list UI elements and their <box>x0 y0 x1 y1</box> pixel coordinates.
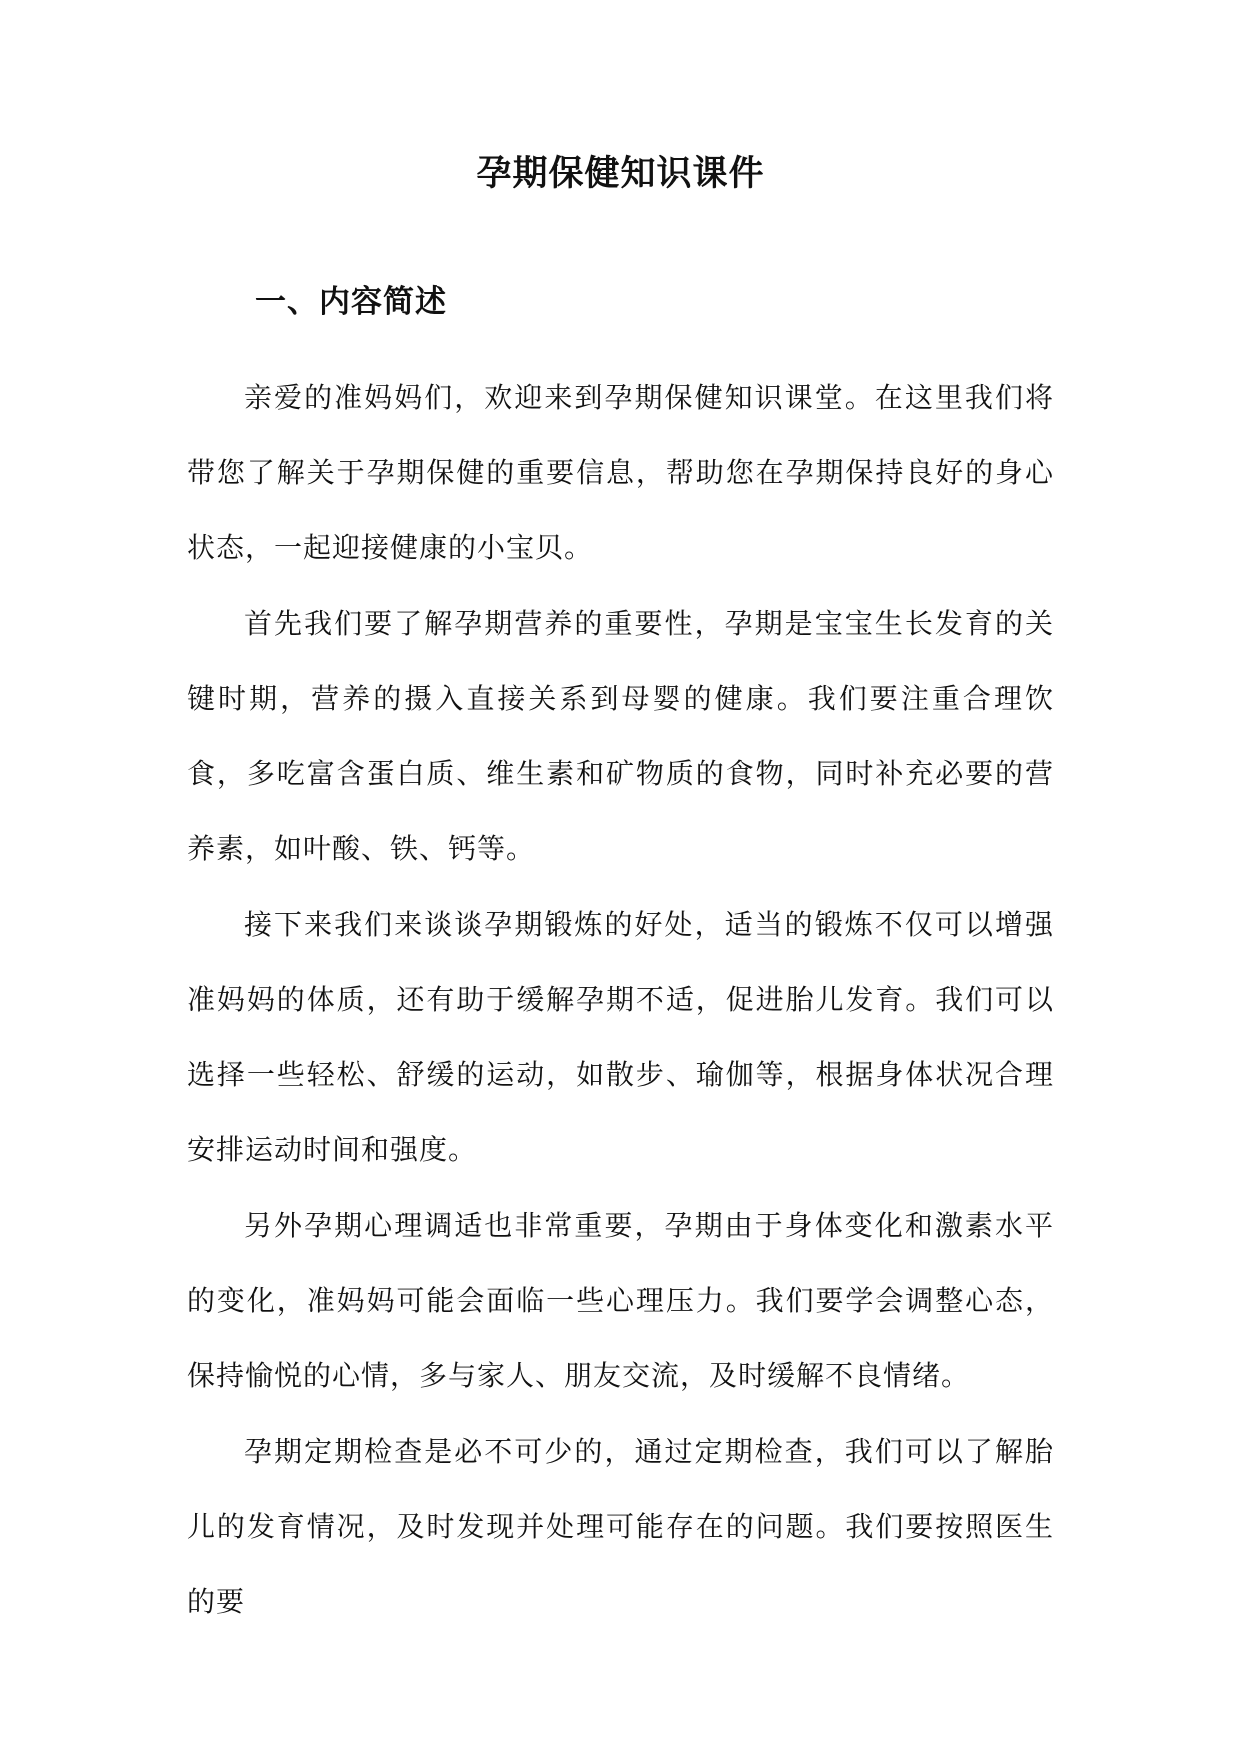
document-title: 孕期保健知识课件 <box>476 153 765 194</box>
section-body <box>187 360 1054 1640</box>
paragraph-intro: 亲爱的准妈妈们，欢迎来到孕期保健知识课堂。在这里我们将带您了解关于孕期保健的重要信息，帮助您在孕期保持良好的身心状态，一起迎接健康的小宝贝。 <box>187 381 1054 564</box>
paragraph-checkups: 孕期定期检查是必不可少的，通过定期检查，我们可以了解胎儿的发育情况，及时发现并处理可能存在的问题。我们要按照医生的要 <box>187 1435 1054 1618</box>
paragraph-nutrition: 首先我们要了解孕期营养的重要性，孕期是宝宝生长发育的关键时期，营养的摄入直接关系到母婴的健康。我们要注重合理饮食，多吃富含蛋白质、维生素和矿物质的食物，同时补充必要的营养素，如叶酸、铁、钙等。 <box>187 607 1054 865</box>
paragraph-psychology: 另外孕期心理调适也非常重要，孕期由于身体变化和激素水平的变化，准妈妈可能会面临一些心理压力。我们要学会调整心态，保持愉悦的心情，多与家人、朋友交流，及时缓解不良情绪。 <box>187 1209 1054 1392</box>
section-heading: 一、内容简述 <box>255 284 447 320</box>
paragraph-exercise: 接下来我们来谈谈孕期锻炼的好处，适当的锻炼不仅可以增强准妈妈的体质，还有助于缓解孕期不适，促进胎儿发育。我们可以选择一些轻松、舒缓的运动，如散步、瑜伽等，根据身体状况合理安排运动时间和强度。 <box>187 908 1054 1166</box>
